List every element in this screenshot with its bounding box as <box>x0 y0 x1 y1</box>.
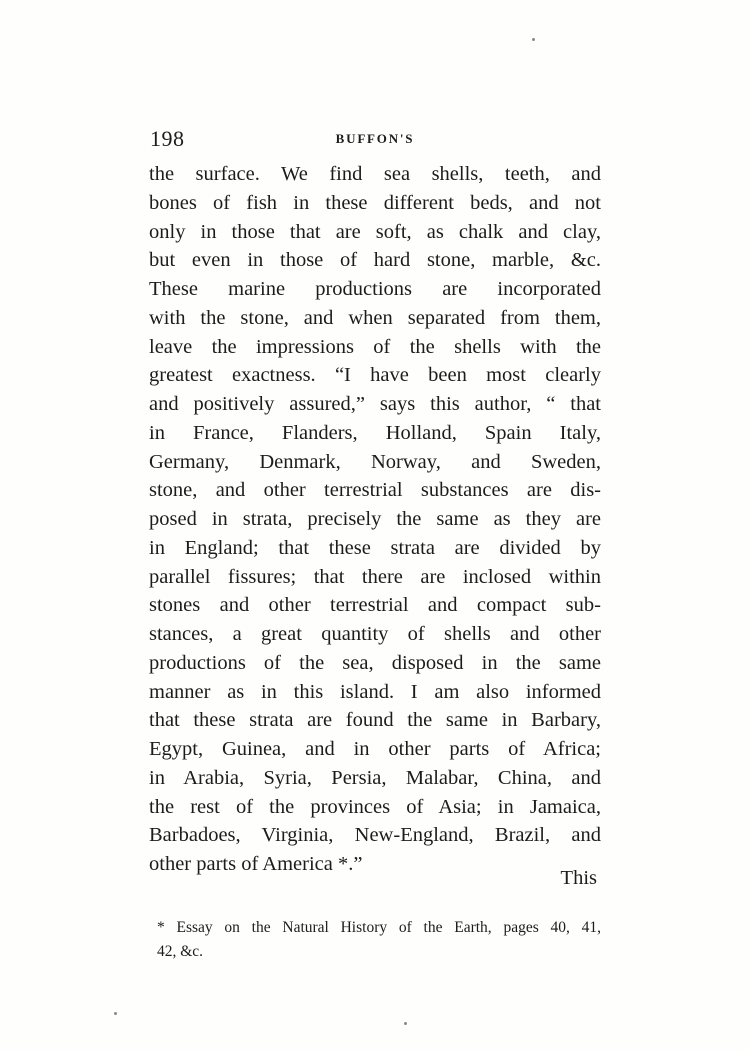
text-line: These marine productions are incorporated <box>149 278 601 300</box>
catchword: This <box>560 867 597 889</box>
text-line: leave the impressions of the shells with the <box>149 335 601 358</box>
paper-speck <box>114 1012 117 1015</box>
text-line: Egypt, Guinea, and in other parts of Africa; <box>149 738 601 760</box>
page-number: 198 <box>150 126 185 151</box>
text-line: other parts of America *.” <box>149 853 363 875</box>
paper-speck <box>404 1022 407 1025</box>
text-line: stones and other terrestrial and compact sub- <box>149 594 601 617</box>
text-line: and positively assured,” says this author, “ that <box>149 393 601 415</box>
text-line: but even in those of hard stone, marble, &c. <box>149 249 601 272</box>
text-line: Barbadoes, Virginia, New-England, Brazil, and <box>149 824 601 847</box>
text-line: manner as in this island. I am also informed <box>149 680 601 703</box>
paper-speck <box>532 38 535 41</box>
page-header <box>150 126 600 156</box>
text-line: Germany, Denmark, Norway, and Sweden, <box>149 450 601 473</box>
text-line: stances, a great quantity of shells and other <box>149 623 601 645</box>
text-line: productions of the sea, disposed in the same <box>149 651 601 674</box>
text-line: with the stone, and when separated from them, <box>149 306 601 329</box>
text-line: parallel fissures; that there are inclosed within <box>149 565 601 588</box>
body-text <box>149 160 601 879</box>
text-line: stone, and other terrestrial substances are dis- <box>149 479 601 502</box>
footnote-line: 42, &c. <box>157 943 204 960</box>
text-line: only in those that are soft, as chalk and clay, <box>149 220 601 243</box>
text-line: in England; that these strata are divided by <box>149 536 601 559</box>
text-line: in Arabia, Syria, Persia, Malabar, China, and <box>149 766 601 789</box>
text-line: the surface. We find sea shells, teeth, and <box>149 163 601 185</box>
text-line: posed in strata, precisely the same as they are <box>149 508 601 530</box>
text-line: in France, Flanders, Holland, Spain Italy, <box>149 421 601 444</box>
text-line: greatest exactness. “I have been most clearly <box>149 364 601 387</box>
text-line: bones of fish in these different beds, and not <box>149 191 601 214</box>
running-head: BUFFON'S <box>335 131 415 146</box>
footnote-line: * Essay on the Natural History of the Earth, pages 40, 41, <box>157 919 601 936</box>
text-line: the rest of the provinces of Asia; in Jamaica, <box>149 795 601 818</box>
footnote <box>157 916 601 964</box>
text-line: that these strata are found the same in Barbary, <box>149 709 601 732</box>
